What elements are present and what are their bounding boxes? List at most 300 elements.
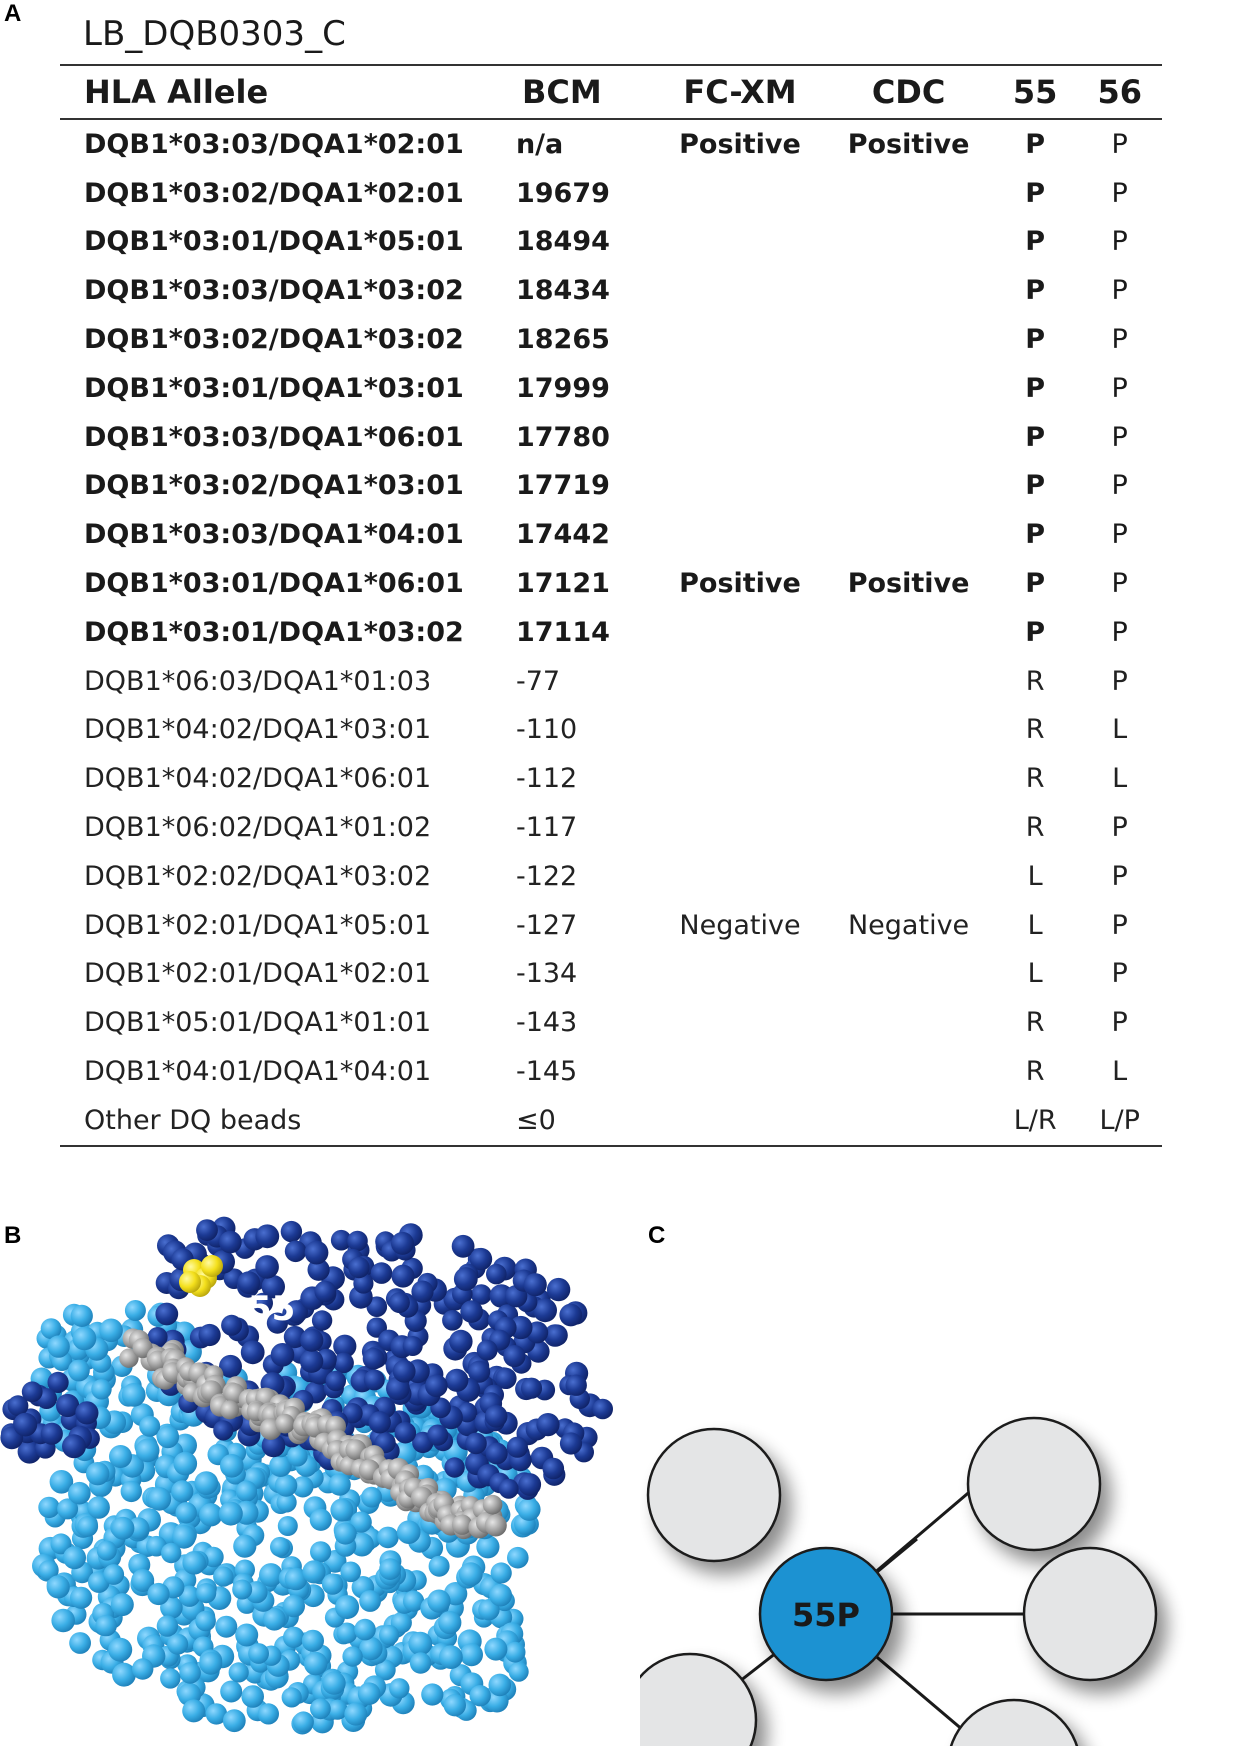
beta-chain-atom <box>395 1422 417 1444</box>
alpha-chain-atom <box>377 1527 399 1549</box>
alpha-chain-atom <box>438 1611 461 1634</box>
alpha-chain-atom <box>489 1674 512 1697</box>
header-cdc: CDC <box>824 65 993 119</box>
alpha-chain-atom <box>330 1499 353 1522</box>
cell-hla-allele: DQB1*03:03/DQA1*06:01 <box>84 421 464 453</box>
beta-chain-atom <box>363 1348 385 1370</box>
table-row <box>60 510 1162 559</box>
beta-chain-atom <box>219 1231 242 1254</box>
alpha-chain-atom <box>340 1562 361 1583</box>
alpha-chain-atom <box>359 1590 381 1612</box>
cell-position-55: R <box>1025 1007 1045 1039</box>
residue-55-atom <box>201 1255 223 1277</box>
alpha-chain-atom <box>196 1583 216 1603</box>
table-row <box>60 413 1162 462</box>
cell-fc-xm <box>656 510 825 559</box>
table-header-row <box>60 65 1162 119</box>
beta-chain-atom <box>559 1304 582 1327</box>
alpha-chain-atom <box>122 1383 146 1407</box>
cell-fc-xm <box>656 169 825 218</box>
beta-chain-atom <box>285 1241 307 1263</box>
alpha-chain-atom <box>182 1551 206 1575</box>
beta-chain-atom <box>241 1340 265 1364</box>
alpha-chain-atom <box>429 1556 450 1577</box>
beta-chain-atom <box>75 1401 98 1424</box>
sample-title: LB_DQB0303_C <box>83 14 346 54</box>
panel-letter-a: A <box>4 0 22 27</box>
beta-chain-atom <box>521 1378 542 1399</box>
alpha-chain-atom <box>139 1416 160 1437</box>
table-row <box>60 119 1162 169</box>
alpha-chain-atom <box>241 1685 264 1708</box>
cell-cdc: Negative <box>847 909 970 941</box>
table-row <box>60 1047 1162 1096</box>
alpha-chain-atom <box>258 1703 279 1724</box>
cell-position-55: R <box>1025 1056 1045 1088</box>
cell-fc-xm <box>656 315 825 364</box>
cell-hla-allele: DQB1*03:02/DQA1*02:01 <box>84 177 464 209</box>
cell-hla-allele: DQB1*05:01/DQA1*01:01 <box>84 1007 432 1039</box>
cell-hla-allele: DQB1*03:01/DQA1*03:01 <box>84 372 464 404</box>
beta-chain-atom <box>503 1345 525 1367</box>
cell-fc-xm <box>656 754 825 803</box>
alpha-chain-atom <box>293 1711 314 1732</box>
table-row <box>60 901 1162 950</box>
table-row <box>60 998 1162 1047</box>
alpha-chain-atom <box>174 1452 198 1476</box>
alpha-chain-atom <box>282 1687 302 1707</box>
cell-position-55: P <box>1025 177 1046 209</box>
alpha-chain-atom <box>63 1546 86 1569</box>
alpha-chain-atom <box>96 1615 117 1636</box>
cell-hla-allele: DQB1*03:03/DQA1*04:01 <box>84 519 464 551</box>
cell-cdc <box>824 169 993 218</box>
alpha-chain-atom <box>125 1300 146 1321</box>
alpha-chain-atom <box>233 1535 256 1558</box>
cell-position-55: L <box>1027 958 1043 990</box>
cell-cdc <box>824 1047 993 1096</box>
alpha-chain-atom <box>86 1462 109 1485</box>
cell-hla-allele: DQB1*03:01/DQA1*06:01 <box>84 568 464 600</box>
alpha-chain-atom <box>379 1625 399 1645</box>
alpha-chain-atom <box>439 1645 463 1669</box>
cell-position-55: R <box>1025 665 1045 697</box>
cell-bcm: 19679 <box>515 177 610 209</box>
cell-position-55: L <box>1027 860 1043 892</box>
cell-position-56: P <box>1111 275 1128 307</box>
table-row <box>60 266 1162 315</box>
header-bcm: BCM <box>508 65 656 119</box>
cell-fc-xm <box>656 803 825 852</box>
alpha-chain-atom <box>215 1616 237 1638</box>
alpha-chain-atom <box>136 1439 160 1463</box>
alpha-chain-atom <box>229 1662 249 1682</box>
cell-position-56: P <box>1111 470 1128 502</box>
alpha-chain-atom <box>310 1541 331 1562</box>
alpha-chain-atom <box>470 1685 491 1706</box>
cell-position-56: P <box>1111 616 1128 648</box>
beta-chain-atom <box>560 1432 582 1454</box>
beta-chain-atom <box>199 1324 221 1346</box>
molecule-structure <box>0 1216 630 1746</box>
beta-chain-atom <box>518 1473 541 1496</box>
cell-fc-xm <box>656 950 825 999</box>
cell-position-55: L <box>1027 909 1043 941</box>
beta-chain-atom <box>485 1405 508 1428</box>
beta-chain-atom <box>486 1264 507 1285</box>
alpha-chain-atom <box>270 1537 290 1557</box>
cell-position-55: P <box>1025 470 1046 502</box>
cell-bcm: -117 <box>515 812 578 844</box>
alpha-chain-atom <box>389 1678 409 1698</box>
alpha-chain-atom <box>132 1658 153 1679</box>
beta-chain-atom <box>371 1262 393 1284</box>
alpha-chain-atom <box>427 1590 450 1613</box>
cell-bcm: 18265 <box>515 324 610 356</box>
beta-chain-atom <box>300 1329 323 1352</box>
cell-position-55: P <box>1025 128 1046 160</box>
alpha-chain-atom <box>111 1517 134 1540</box>
alpha-chain-atom <box>111 1593 134 1616</box>
cell-bcm: -127 <box>515 909 578 941</box>
cell-cdc <box>824 608 993 657</box>
alpha-chain-atom <box>219 1502 243 1526</box>
beta-chain-atom <box>460 1300 483 1323</box>
table-row <box>60 803 1162 852</box>
table-row <box>60 657 1162 706</box>
alpha-chain-atom <box>421 1683 443 1705</box>
alpha-chain-atom <box>329 1474 351 1496</box>
alpha-chain-atom <box>71 1305 93 1327</box>
peptide-atom <box>220 1400 239 1419</box>
residue-55-label: 55 <box>248 1289 296 1329</box>
cell-position-55: R <box>1025 812 1045 844</box>
cell-bcm: 17442 <box>515 519 610 551</box>
cell-position-55: P <box>1025 275 1046 307</box>
alpha-chain-atom <box>322 1573 343 1594</box>
cell-bcm: -122 <box>515 860 578 892</box>
peptide-atom <box>483 1495 503 1515</box>
cell-fc-xm <box>656 364 825 413</box>
beta-chain-atom <box>477 1340 498 1361</box>
cell-hla-allele: DQB1*03:01/DQA1*05:01 <box>84 226 464 258</box>
cell-fc-xm <box>656 1096 825 1146</box>
cell-fc-xm: Positive <box>679 568 801 600</box>
alpha-chain-atom <box>160 1668 180 1688</box>
cell-position-56: P <box>1111 1007 1128 1039</box>
beta-chain-atom <box>449 1330 472 1353</box>
beta-chain-atom <box>348 1257 369 1278</box>
cell-hla-allele: DQB1*04:02/DQA1*03:01 <box>84 714 432 746</box>
cell-position-56: L/P <box>1077 1096 1162 1146</box>
cell-hla-allele: Other DQ beads <box>60 1096 508 1146</box>
table-row <box>60 754 1162 803</box>
cell-cdc <box>824 852 993 901</box>
table-row <box>60 852 1162 901</box>
cell-position-55: P <box>1025 324 1046 356</box>
beta-chain-atom <box>326 1371 346 1391</box>
cell-position-55: R <box>1025 763 1045 795</box>
header-position-55: 55 <box>993 65 1078 119</box>
cell-bcm: -77 <box>515 665 561 697</box>
header-hla-allele: HLA Allele <box>60 65 508 119</box>
alpha-chain-atom <box>38 1497 59 1518</box>
table-row <box>60 608 1162 657</box>
cell-cdc <box>824 1096 993 1146</box>
cell-bcm: 17780 <box>515 421 610 453</box>
alpha-chain-atom <box>408 1632 432 1656</box>
alpha-chain-atom <box>507 1547 529 1569</box>
header-position-56: 56 <box>1077 65 1162 119</box>
alpha-chain-atom <box>73 1327 97 1351</box>
alpha-chain-atom <box>121 1481 142 1502</box>
cell-hla-allele: DQB1*02:01/DQA1*02:01 <box>84 958 432 990</box>
beta-chain-atom <box>444 1457 464 1477</box>
alpha-chain-atom <box>69 1632 91 1654</box>
alpha-chain-atom <box>157 1615 178 1636</box>
alpha-chain-atom <box>334 1522 356 1544</box>
alpha-chain-atom <box>358 1682 381 1705</box>
alpha-chain-atom <box>171 1480 193 1502</box>
cell-position-56: P <box>1111 665 1128 697</box>
cell-cdc <box>824 998 993 1047</box>
beta-chain-atom <box>221 1315 242 1336</box>
cell-fc-xm <box>656 852 825 901</box>
alpha-chain-atom <box>344 1703 367 1726</box>
beta-chain-atom <box>392 1265 415 1288</box>
cell-hla-allele: DQB1*03:01/DQA1*03:02 <box>84 616 464 648</box>
table-row <box>60 364 1162 413</box>
eplet-network-diagram <box>640 1216 1257 1746</box>
cell-bcm: -145 <box>515 1056 578 1088</box>
alpha-chain-atom <box>167 1634 188 1655</box>
beta-chain-atom <box>312 1310 332 1330</box>
alpha-chain-atom <box>232 1580 252 1600</box>
beta-chain-atom <box>403 1336 423 1356</box>
cell-bcm: 17999 <box>515 372 610 404</box>
beta-chain-atom <box>41 1423 63 1445</box>
table-row <box>60 169 1162 218</box>
alpha-chain-atom <box>236 1481 257 1502</box>
cell-cdc: Positive <box>847 128 970 160</box>
alpha-chain-atom <box>77 1516 98 1537</box>
cell-position-56: P <box>1111 421 1128 453</box>
cell-fc-xm: Positive <box>679 128 801 160</box>
alpha-chain-atom <box>335 1595 359 1619</box>
beta-chain-atom <box>22 1381 43 1402</box>
beta-chain-atom <box>499 1479 519 1499</box>
beta-chain-atom <box>546 1324 568 1346</box>
alpha-chain-atom <box>304 1652 328 1676</box>
satellite-node-upper-left <box>648 1429 780 1561</box>
cell-cdc <box>824 315 993 364</box>
table-row <box>60 315 1162 364</box>
alpha-chain-atom <box>397 1520 421 1544</box>
beta-chain-atom <box>427 1425 448 1446</box>
cell-hla-allele: DQB1*02:02/DQA1*03:02 <box>84 860 432 892</box>
alpha-chain-atom <box>283 1627 304 1648</box>
beta-chain-atom <box>13 1413 37 1437</box>
alpha-chain-atom <box>47 1575 70 1598</box>
alpha-chain-atom <box>361 1487 382 1508</box>
cell-cdc <box>824 803 993 852</box>
alpha-chain-atom <box>91 1379 111 1399</box>
table-row <box>60 706 1162 755</box>
satellite-node-lower-left <box>640 1654 756 1746</box>
center-node-label: 55P <box>792 1596 860 1634</box>
cell-position-55: P <box>1025 519 1046 551</box>
cell-bcm: 18434 <box>515 275 610 307</box>
cell-position-56: P <box>1111 519 1128 551</box>
peptide-atom <box>485 1515 507 1537</box>
beta-chain-atom <box>592 1399 613 1420</box>
cell-position-56: P <box>1111 860 1128 892</box>
beta-chain-atom <box>196 1219 218 1241</box>
satellite-node-right <box>1024 1548 1156 1680</box>
alpha-chain-atom <box>491 1562 512 1583</box>
alpha-chain-atom <box>444 1694 466 1716</box>
cell-cdc <box>824 950 993 999</box>
alpha-chain-atom <box>161 1543 181 1563</box>
beta-chain-atom <box>347 1231 368 1252</box>
table-row <box>60 462 1162 511</box>
beta-chain-atom <box>305 1241 329 1265</box>
beta-chain-atom <box>333 1353 354 1374</box>
cell-position-56: P <box>1111 812 1128 844</box>
alpha-chain-atom <box>108 1638 132 1662</box>
beta-chain-atom <box>445 1369 468 1392</box>
alpha-chain-atom <box>182 1699 205 1722</box>
cell-fc-xm <box>656 608 825 657</box>
alpha-chain-atom <box>310 1698 331 1719</box>
beta-chain-atom <box>536 1413 559 1436</box>
cell-cdc <box>824 218 993 267</box>
cell-bcm: -110 <box>515 714 578 746</box>
beta-chain-atom <box>486 1443 508 1465</box>
cell-hla-allele: DQB1*06:02/DQA1*01:02 <box>84 812 432 844</box>
cell-position-56: P <box>1111 226 1128 258</box>
cell-position-55: P <box>1025 226 1046 258</box>
beta-chain-atom <box>62 1434 86 1458</box>
beta-chain-atom <box>566 1375 587 1396</box>
beta-chain-atom <box>315 1281 337 1303</box>
panel-letter-b: B <box>4 1222 22 1249</box>
alpha-chain-atom <box>460 1643 483 1666</box>
alpha-chain-atom <box>489 1584 512 1607</box>
alpha-chain-atom <box>459 1562 483 1586</box>
table-body <box>60 119 1162 1146</box>
beta-chain-atom <box>255 1224 279 1248</box>
cell-bcm: ≤0 <box>508 1096 656 1146</box>
beta-chain-atom <box>524 1273 547 1296</box>
table-row <box>60 1096 1162 1146</box>
alpha-chain-atom <box>176 1502 197 1523</box>
cell-fc-xm <box>656 657 825 706</box>
alpha-chain-atom <box>342 1646 362 1666</box>
cell-position-55: P <box>1025 372 1046 404</box>
alpha-chain-atom <box>248 1643 269 1664</box>
alpha-chain-atom <box>47 1335 69 1357</box>
cell-position-56: P <box>1111 128 1128 160</box>
cell-hla-allele: DQB1*03:03/DQA1*02:01 <box>84 128 464 160</box>
cell-position-55: P <box>1025 421 1046 453</box>
cell-position-56: P <box>1111 177 1128 209</box>
beta-chain-atom <box>300 1350 323 1373</box>
beta-chain-atom <box>507 1437 528 1458</box>
alpha-chain-atom <box>87 1496 110 1519</box>
alpha-chain-atom <box>68 1360 90 1382</box>
cell-position-56: P <box>1111 958 1128 990</box>
alpha-chain-atom <box>195 1611 216 1632</box>
alpha-chain-atom <box>509 1662 529 1682</box>
beta-chain-atom <box>213 1420 233 1440</box>
alpha-chain-atom <box>354 1619 376 1641</box>
cell-position-56: P <box>1111 324 1128 356</box>
cell-fc-xm <box>656 998 825 1047</box>
beta-chain-atom <box>543 1458 565 1480</box>
cell-hla-allele: DQB1*03:02/DQA1*03:02 <box>84 324 464 356</box>
cell-cdc <box>824 510 993 559</box>
cell-hla-allele: DQB1*04:01/DQA1*04:01 <box>84 1056 432 1088</box>
cell-position-56: L <box>1112 763 1128 795</box>
alpha-chain-atom <box>103 1564 124 1585</box>
table-row <box>60 559 1162 608</box>
beta-chain-atom <box>369 1411 391 1433</box>
cell-hla-allele: DQB1*06:03/DQA1*01:03 <box>84 665 432 697</box>
beta-chain-atom <box>155 1303 178 1326</box>
alpha-chain-atom <box>148 1487 172 1511</box>
cell-bcm: -112 <box>515 763 578 795</box>
cell-position-55: R <box>1025 714 1045 746</box>
cell-bcm: 17121 <box>515 568 610 600</box>
alpha-chain-atom <box>70 1587 92 1609</box>
alpha-chain-atom <box>194 1471 218 1495</box>
cell-bcm: 17719 <box>515 470 610 502</box>
cell-fc-xm <box>656 266 825 315</box>
cell-cdc <box>824 754 993 803</box>
alpha-chain-atom <box>283 1595 305 1617</box>
alpha-chain-atom <box>235 1624 258 1647</box>
residue-55-atom <box>179 1271 201 1293</box>
cell-fc-xm <box>656 413 825 462</box>
table-row <box>60 218 1162 267</box>
cell-cdc <box>824 462 993 511</box>
peptide-atom <box>275 1414 295 1434</box>
beta-chain-atom <box>281 1221 302 1242</box>
beta-chain-atom <box>393 1360 416 1383</box>
cell-fc-xm: Negative <box>679 909 801 941</box>
satellite-node-upper-right <box>968 1418 1100 1550</box>
cell-bcm: -143 <box>515 1007 578 1039</box>
cell-cdc <box>824 364 993 413</box>
beta-chain-atom <box>465 1433 487 1455</box>
cell-hla-allele: DQB1*03:02/DQA1*03:01 <box>84 470 464 502</box>
cell-bcm: 18494 <box>515 226 610 258</box>
cell-position-55: P <box>1025 616 1046 648</box>
cell-fc-xm <box>656 1047 825 1096</box>
alpha-chain-atom <box>518 1498 541 1521</box>
alpha-chain-atom <box>51 1609 75 1633</box>
cell-position-56: P <box>1111 372 1128 404</box>
beta-chain-atom <box>389 1292 410 1313</box>
cell-fc-xm <box>656 218 825 267</box>
alpha-chain-atom <box>223 1709 246 1732</box>
header-fc-xm: FC-XM <box>656 65 825 119</box>
alpha-chain-atom <box>97 1541 117 1561</box>
beta-chain-atom <box>425 1375 448 1398</box>
alpha-chain-atom <box>310 1509 332 1531</box>
cell-cdc: Positive <box>847 568 970 600</box>
